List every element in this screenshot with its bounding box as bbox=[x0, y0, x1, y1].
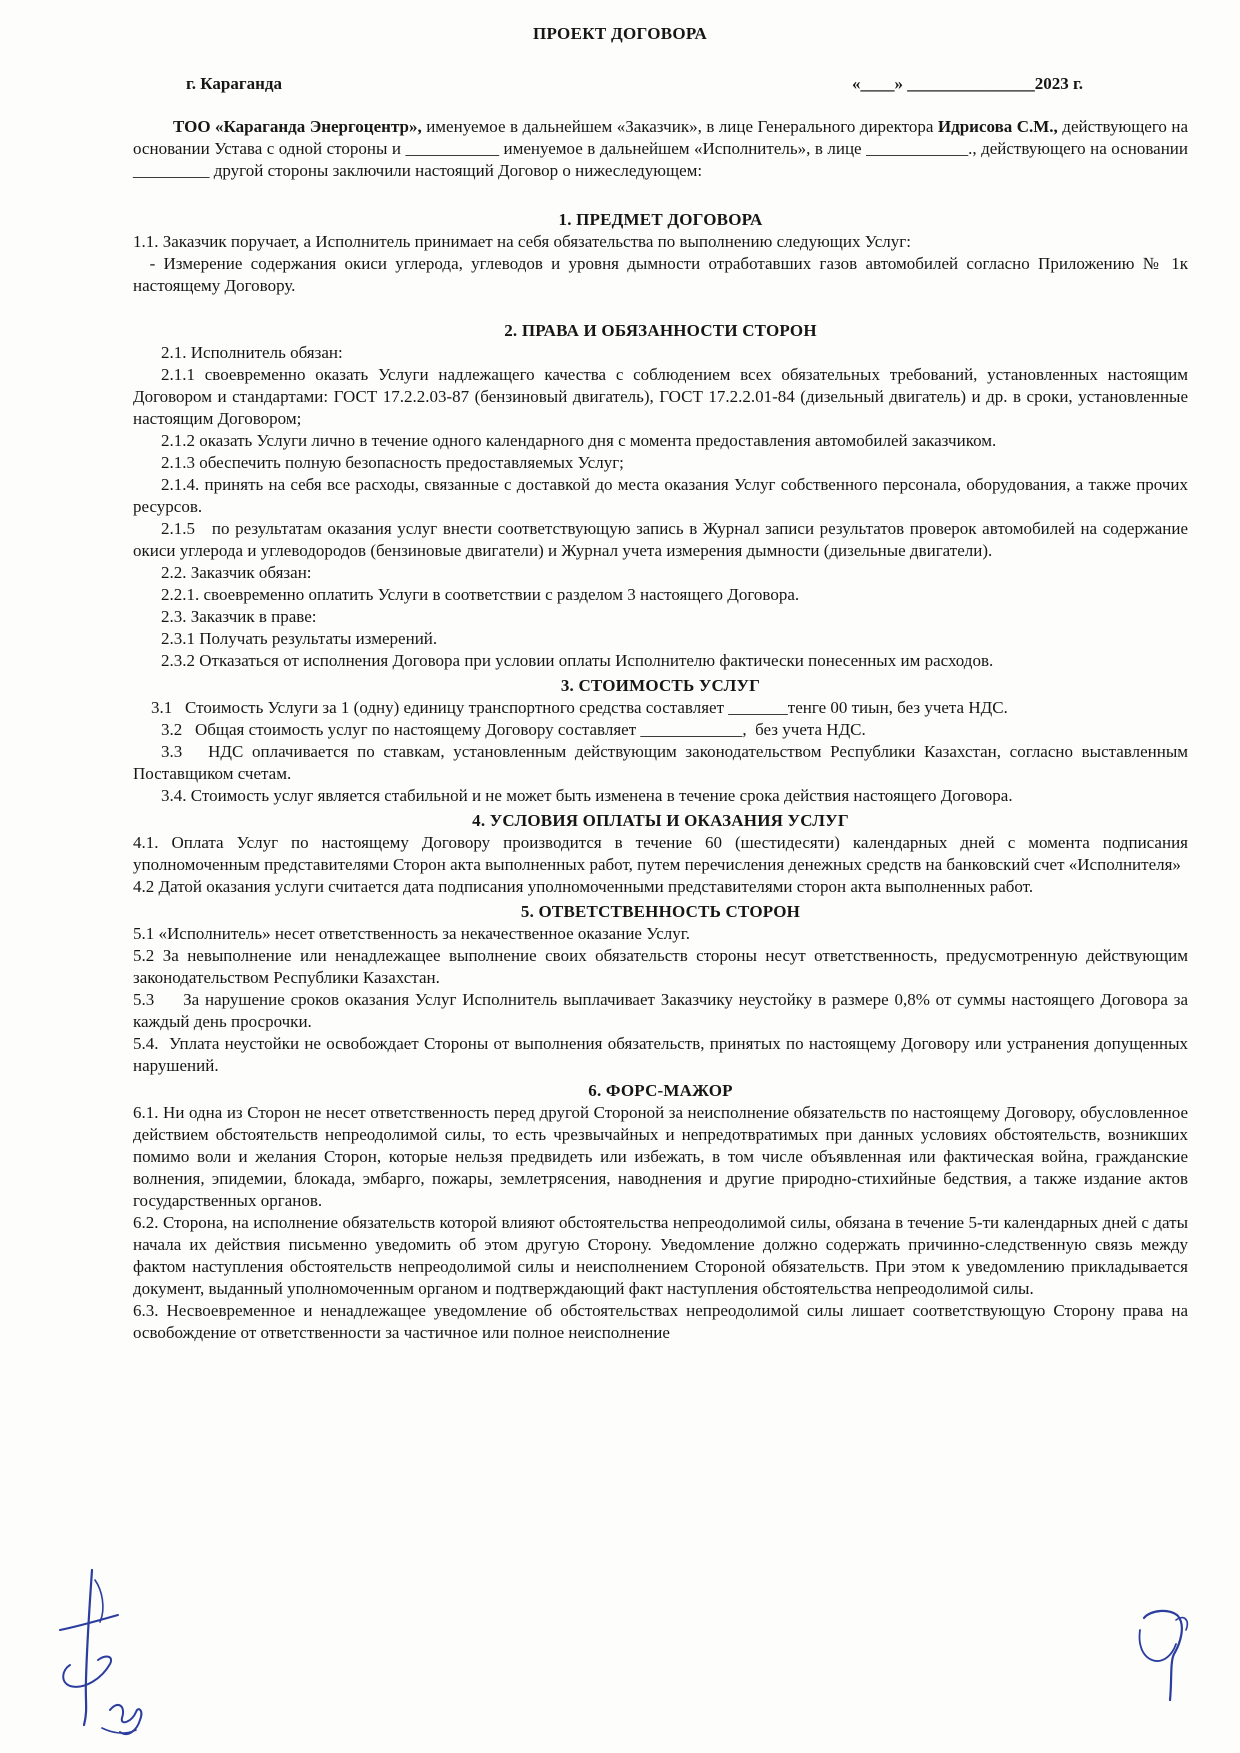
clause-6-1: 6.1. Ни одна из Сторон не несет ответственность перед другой Стороной за неисполнение обязательств по настоящему Договору, обусловленное действием обстоятельств непреодолимой силы, то есть чрезвычайных и непредотвратимых при данных условиях обстоятельств, возникших помимо воли и желания Сторон, которые нельзя предвидеть или избежать, в том числе объявленная или фактическая война, гражданские волнения, эпидемии, блокада, эмбарго, пожары, землетрясения, наводнения и другие природно-стихийные бедствия, а также издание актов государственных органов. bbox=[133, 1103, 1188, 1210]
clause-2-1-2: 2.1.2 оказать Услуги лично в течение одного календарного дня с момента предоставления автомобилей заказчиком. bbox=[161, 431, 997, 450]
clause-2-1-5: 2.1.5 по результатам оказания услуг внести соответствующую запись в Журнал записи результатов проверок автомобилей на содержание окиси углерода и углеводородов (бензиновые двигатели) и Журнал учета измерения дымности (дизельные двигатели). bbox=[133, 519, 1193, 560]
date-line: «____» _______________2023 г. bbox=[852, 74, 1084, 93]
clause-5-2: 5.2 За невыполнение или ненадлежащее выполнение своих обязательств стороны несут ответственность, предусмотренную действующим законодательством Республики Казахстан. bbox=[133, 946, 1188, 987]
clause-3-2: 3.2 Общая стоимость услуг по настоящему Договору составляет ____________, без учета НДС. bbox=[161, 720, 866, 739]
clause-2-3-1: 2.3.1 Получать результаты измерений. bbox=[161, 629, 438, 648]
clause-2-3-2: 2.3.2 Отказаться от исполнения Договора при условии оплаты Исполнителю фактически понесенных им расходов. bbox=[161, 651, 994, 670]
section-heading-3: 3. СТОИМОСТЬ УСЛУГ bbox=[560, 676, 761, 695]
clause-6-2: 6.2. Сторона, на исполнение обязательств которой влияют обстоятельства непреодолимой силы, обязана в течение 5-ти календарных дней с даты начала их действия письменно уведомить об этом другую Сторону. Уведомление должно содержать причинно-следственную связь между фактом наступления обстоятельств непреодолимой силы и неисполнением Стороной обязательств. При этом к уведомлению прикладывается документ, выданный уполномоченным органом и подтверждающий факт наступления обстоятельства непреодолимой силы. bbox=[133, 1213, 1188, 1298]
director-name: Идрисова С.М., bbox=[937, 117, 1058, 136]
preamble-text-1: именуемое в дальнейшем «Заказчик», в лице Генерального директора bbox=[421, 117, 938, 136]
company-name: ТОО «Караганда Энергоцентр», bbox=[173, 117, 422, 136]
clause-4-1: 4.1. Оплата Услуг по настоящему Договору производится в течение 60 (шестидесяти) календарных дней с момента подписания уполномоченным представителями Сторон акта выполненных работ, путем перечисления денежных средств на банковский счет «Исполнителя» bbox=[133, 833, 1188, 874]
clause-6-3: 6.3. Несвоевременное и ненадлежащее уведомление об обстоятельствах непреодолимой силы лишает соответствующую Сторону права на освобождение от ответственности за частичное или полное неисполнение bbox=[133, 1301, 1188, 1342]
clause-1-1: 1.1. Заказчик поручает, а Исполнитель принимает на себя обязательства по выполнению следующих Услуг: bbox=[133, 232, 911, 251]
preamble bbox=[133, 116, 1188, 182]
section-heading-6: 6. ФОРС-МАЖОР bbox=[588, 1081, 733, 1100]
page-title: ПРОЕКТ ДОГОВОРА bbox=[532, 24, 708, 43]
clause-5-3: 5.3 За нарушение сроков оказания Услуг Исполнитель выплачивает Заказчику неустойку в размере 0,8% от суммы настоящего Договора за каждый день просрочки. bbox=[133, 990, 1193, 1031]
clause-3-1: 3.1 Стоимость Услуги за 1 (одну) единицу транспортного средства составляет _______тенге 00 тиын, без учета НДС. bbox=[151, 698, 1008, 717]
section-heading-1: 1. ПРЕДМЕТ ДОГОВОРА bbox=[558, 210, 763, 229]
clause-2-3: 2.3. Заказчик в праве: bbox=[161, 607, 317, 626]
clause-3-3: 3.3 НДС оплачивается по ставкам, установленным действующим законодательством Республики Казахстан, согласно выставленным Поставщиком счетам. bbox=[133, 742, 1193, 783]
section-heading-4: 4. УСЛОВИЯ ОПЛАТЫ И ОКАЗАНИЯ УСЛУГ bbox=[472, 811, 849, 830]
clause-2-1: 2.1. Исполнитель обязан: bbox=[161, 343, 343, 362]
right-initials bbox=[1130, 1600, 1200, 1710]
left-signature bbox=[40, 1560, 150, 1750]
contract-body bbox=[133, 116, 1193, 1344]
clause-1-1-item: - Измерение содержания окиси углерода, углеводов и уровня дымности отработавших газов автомобилей согласно Приложению № 1к настоящему Договору. bbox=[133, 254, 1193, 295]
clause-5-4: 5.4. Уплата неустойки не освобождает Стороны от выполнения обязательств, принятых по настоящему Договору или устранения допущенных нарушений. bbox=[133, 1034, 1193, 1075]
preamble-text-2: действующего на основании Устава с одной стороны и ___________ именуемое в дальнейшем «Исполнитель», в лице ____________., действующего на основании _________ другой стороны заключили настоящий Договор о нижеследующем: bbox=[133, 117, 1189, 180]
clause-5-1: 5.1 «Исполнитель» несет ответственность за некачественное оказание Услуг. bbox=[133, 924, 691, 943]
clause-4-2: 4.2 Датой оказания услуги считается дата подписания уполномоченными представителями сторон акта выполненных работ. bbox=[133, 877, 1034, 896]
clause-2-2-1: 2.2.1. своевременно оплатить Услуги в соответствии с разделом 3 настоящего Договора. bbox=[161, 585, 800, 604]
city-label: г. Караганда bbox=[186, 74, 282, 93]
section-heading-2: 2. ПРАВА И ОБЯЗАННОСТИ СТОРОН bbox=[504, 321, 817, 340]
clause-3-4: 3.4. Стоимость услуг является стабильной и не может быть изменена в течение срока действия настоящего Договора. bbox=[161, 786, 1013, 805]
section-heading-5: 5. ОТВЕТСТВЕННОСТЬ СТОРОН bbox=[520, 902, 801, 921]
clause-2-1-4: 2.1.4. принять на себя все расходы, связанные с доставкой до места оказания Услуг собственного персонала, оборудования, а также прочих ресурсов. bbox=[133, 475, 1188, 516]
clause-2-1-1: 2.1.1 своевременно оказать Услуги надлежащего качества с соблюдением всех обязательных требований, установленных настоящим Договором и стандартами: ГОСТ 17.2.2.03-87 (бензиновый двигатель), ГОСТ 17.2.2.01-84 (дизельный двигатель) и др. в сроки, установленные настоящим Договором; bbox=[133, 365, 1188, 428]
clause-2-1-3: 2.1.3 обеспечить полную безопасность предоставляемых Услуг; bbox=[161, 453, 624, 472]
clause-2-2: 2.2. Заказчик обязан: bbox=[161, 563, 312, 582]
